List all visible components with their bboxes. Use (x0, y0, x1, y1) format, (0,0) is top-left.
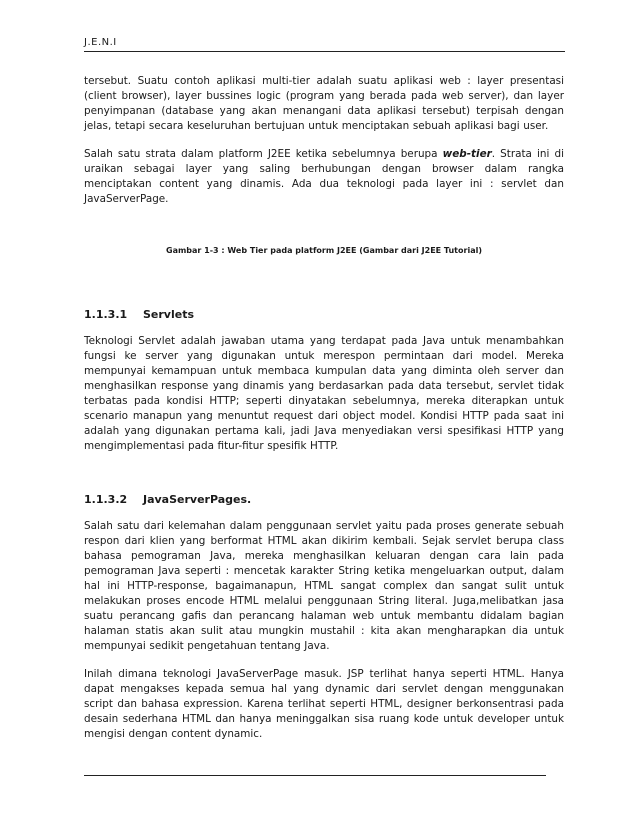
section-heading-jsp (84, 492, 564, 507)
header-divider (84, 51, 565, 52)
section-number: 1.1.3.2 (84, 493, 128, 506)
web-tier-term: web-tier (442, 148, 492, 160)
section-number: 1.1.3.1 (84, 308, 128, 321)
page-content (84, 74, 564, 742)
text-span: . Strata ini di uraikan sebagai layer yang saling berhubungan dengan browser dalam rangka menciptakan content yang dinamis. Ada dua teknologi pada layer ini : servlet dan JavaServerPage. (84, 148, 564, 205)
section-heading-servlets (84, 307, 564, 322)
jsp-paragraph-2: Inilah dimana teknologi JavaServerPage masuk. JSP terlihat hanya seperti HTML. Hanya dapat mengakses kepada semua hal yang dynamic dari servlet dengan menggunakan script dan bahasa expression. Karena terlihat seperti HTML, designer berkonsentrasi pada desain sederhana HTML dan hanya meninggalkan sisa ruang kode untuk developer untuk mengisi dengan content dynamic. (84, 668, 564, 740)
figure-caption: Gambar 1-3 : Web Tier pada platform J2EE (Gambar dari J2EE Tutorial) (166, 246, 482, 255)
footer-divider (84, 775, 546, 776)
intro-paragraph: tersebut. Suatu contoh aplikasi multi-tier adalah suatu aplikasi web : layer presentasi (client browser), layer bussines logic (program yang berada pada web server), dan layer penyimpanan (database yang akan menangani data aplikasi tersebut) terpisah dengan jelas, tetapi secara keseluruhan bertujuan untuk menciptakan sebuah aplikasi bagi user. (84, 75, 564, 132)
page-header: J.E.N.I (84, 37, 117, 48)
section-title: JavaServerPages. (143, 493, 252, 506)
web-tier-paragraph (84, 147, 564, 207)
text-span: Salah satu strata dalam platform J2EE ketika sebelumnya berupa (84, 148, 443, 160)
jsp-paragraph-1: Salah satu dari kelemahan dalam penggunaan servlet yaitu pada proses generate sebuah respon dari klien yang berformat HTML akan dikirim kembali. Sejak servlet berupa class bahasa pemograman Java, mereka menghasilkan keluaran dengan cara lain pada pemograman Java seperti : mencetak karakter String ketika mengeluarkan output, dalam hal ini HTTP-response, bagaimanapun, HTML sangat complex dan sangat sulit untuk melakukan proses encode HTML melalui penggunaan String literal. Juga,melibatkan jasa suatu perancang gafis dan perancang halaman web untuk membantu didalam bagian halaman statis akan sulit atau mungkin mustahil : kita akan mengharapkan dia untuk mempunyai sedikit pengetahuan tentang Java. (84, 520, 564, 652)
section-title: Servlets (143, 308, 195, 321)
servlets-paragraph: Teknologi Servlet adalah jawaban utama yang terdapat pada Java untuk menambahkan fungsi ke server yang digunakan untuk merespon permintaan dari model. Mereka mempunyai kemampuan untuk membaca kumpulan data yang diminta oleh server dan menghasilkan response yang dinamis yang berdasarkan pada data tersebut, servlet tidak terbatas pada kondisi HTTP; seperti dinyatakan sebelumnya, mereka diterapkan untuk scenario manapun yang menuntut request dari object model. Kondisi HTTP pada saat ini adalah yang digunakan pertama kali, jadi Java menyediakan versi spesifikasi HTTP yang mengimplementasi pada fitur-fitur spesifik HTTP. (84, 335, 564, 452)
